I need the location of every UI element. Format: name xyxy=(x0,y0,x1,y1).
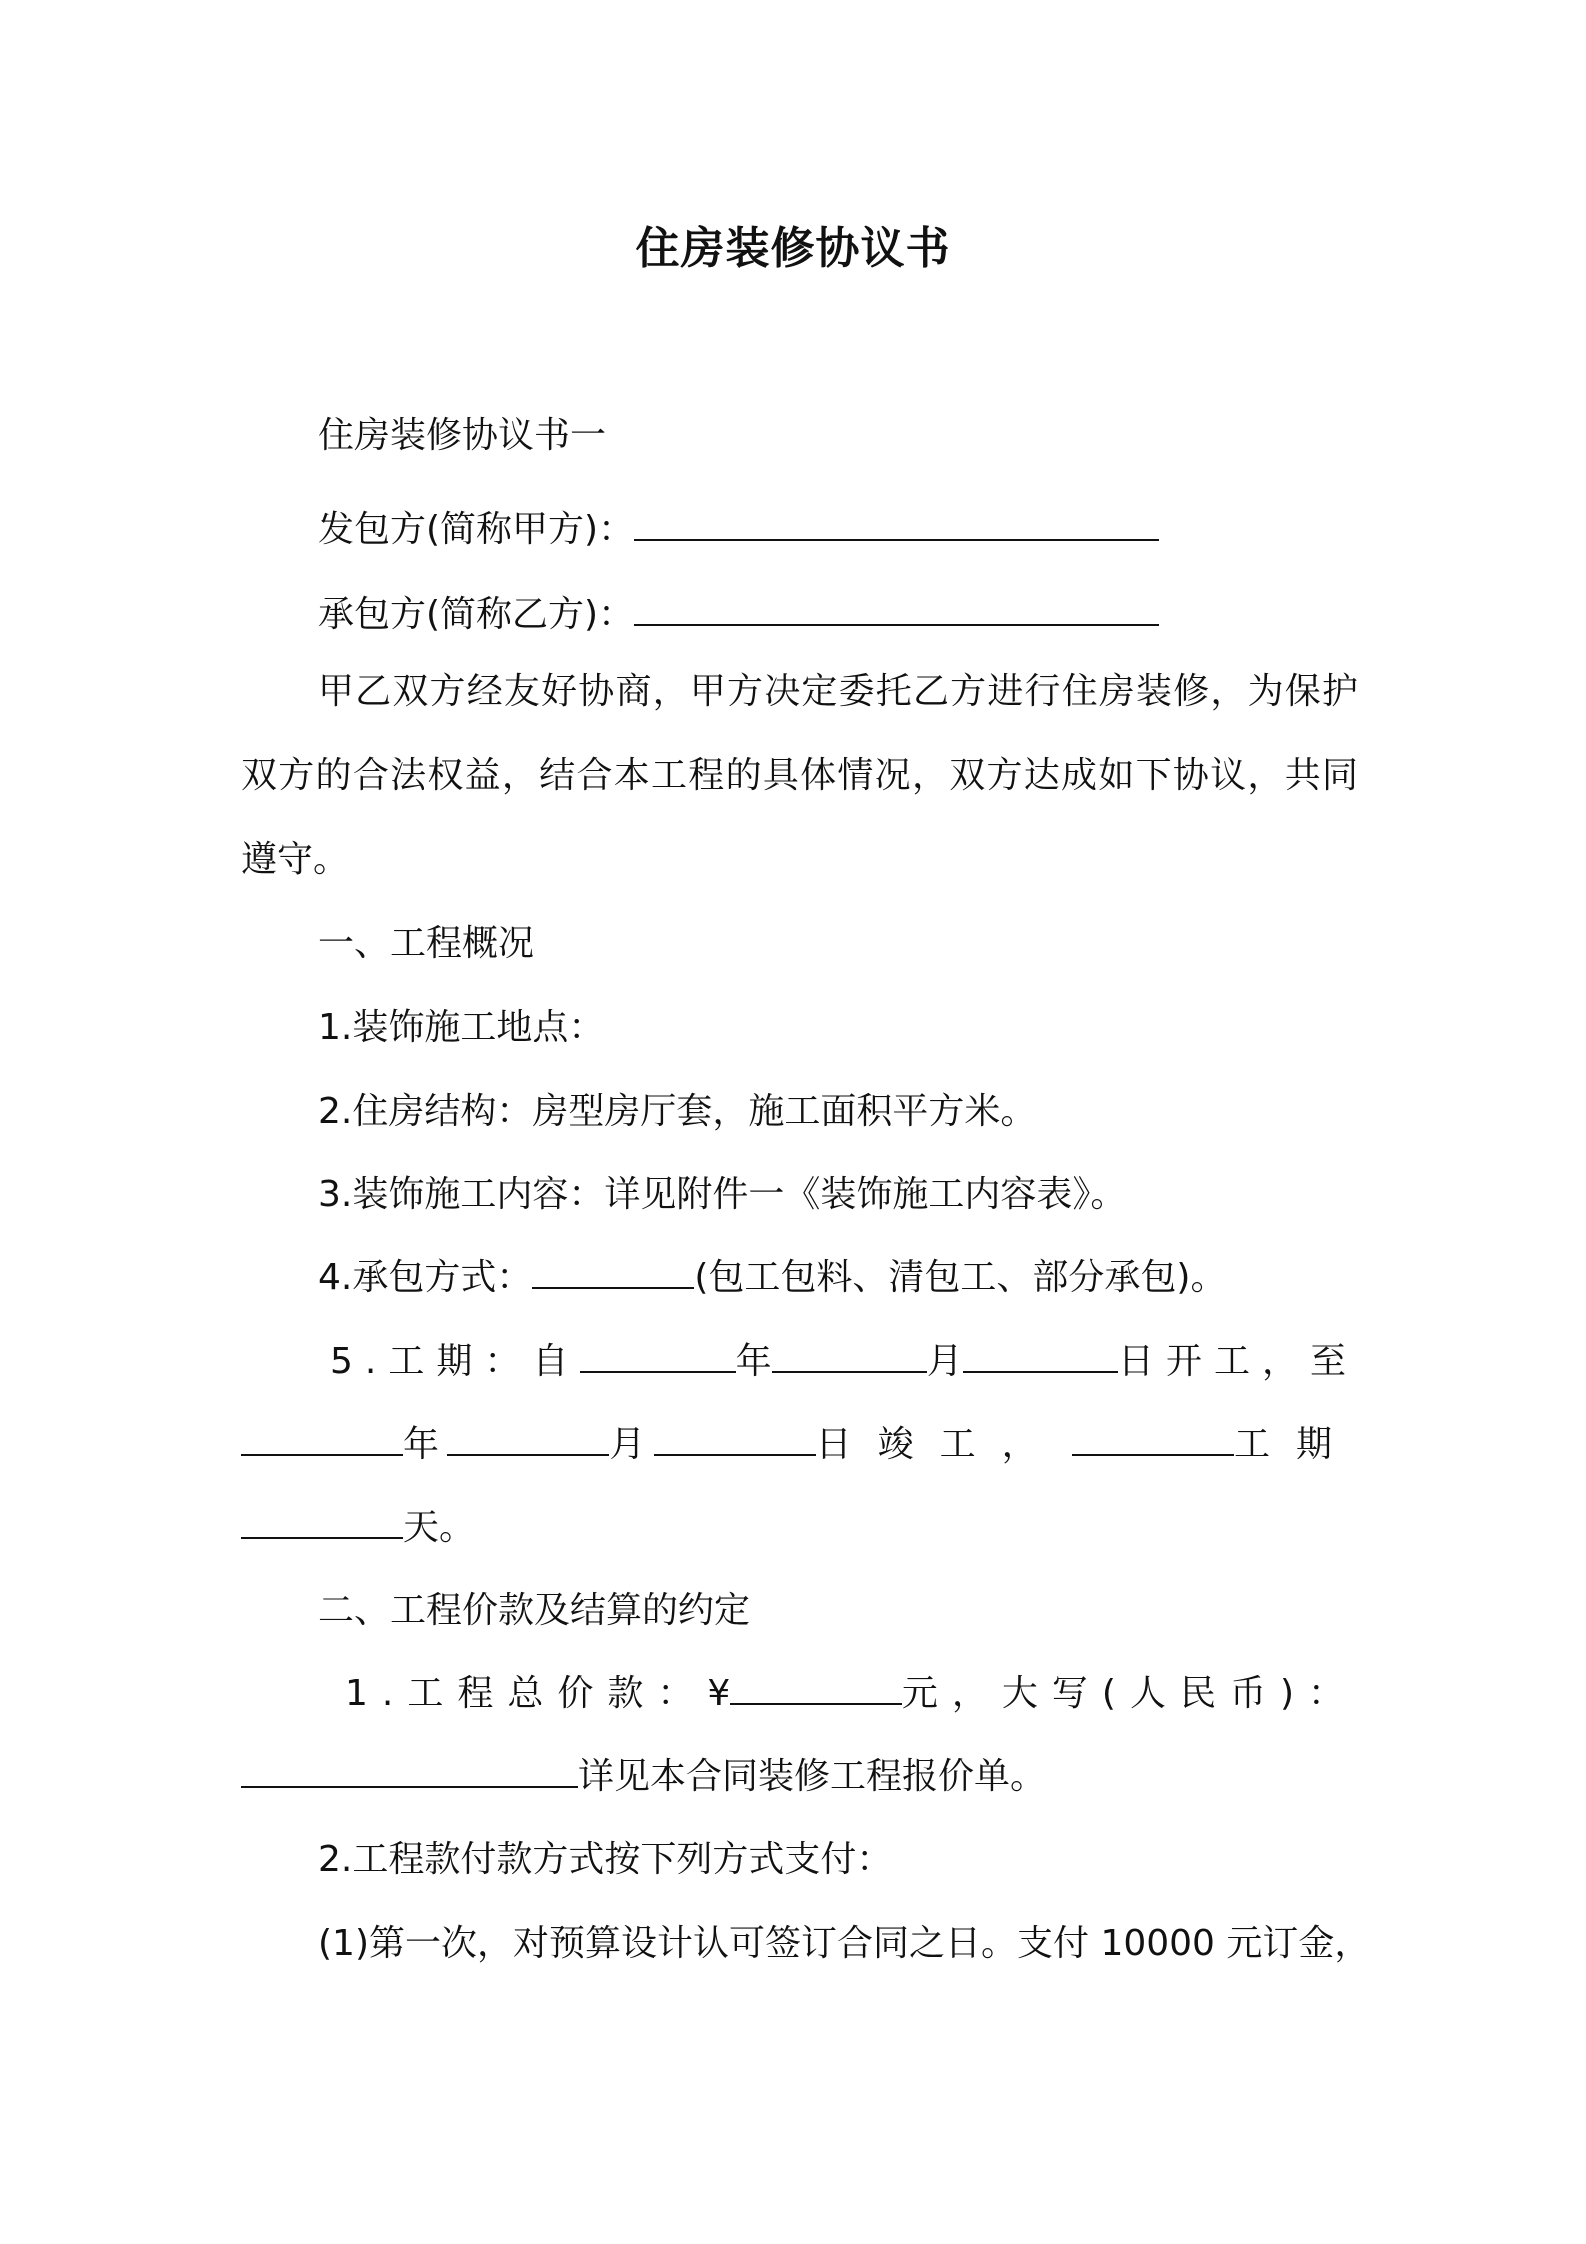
intro-line-1: 甲乙双方经友好协商，甲方决定委托乙方进行住房装修，为保护 xyxy=(318,671,1358,712)
schedule-line-1 xyxy=(330,1338,1358,1386)
currency-symbol: ¥ xyxy=(707,1673,731,1714)
end-year-label: 年 xyxy=(403,1424,440,1465)
contract-mode-options: (包工包料、清包工、部分承包)。 xyxy=(694,1257,1227,1298)
party-b-line xyxy=(318,591,1159,639)
total-price-blank[interactable] xyxy=(730,1673,902,1705)
section-2-item-2: 2.工程款付款方式按下列方式支付： xyxy=(318,1839,893,1880)
price-line-1 xyxy=(345,1670,1358,1718)
start-year-blank[interactable] xyxy=(580,1341,735,1373)
party-a-label: 发包方(简称甲方)： xyxy=(318,509,635,550)
section-1-item-3: 3.装饰施工内容：详见附件一《装饰施工内容表》。 xyxy=(318,1174,1127,1215)
document-title: 住房装修协议书 xyxy=(635,223,951,274)
end-day-group xyxy=(654,1421,1064,1469)
section-1-item-2: 2.住房结构：房型房厅套，施工面积平方米。 xyxy=(318,1091,1037,1132)
start-day-blank[interactable] xyxy=(963,1341,1118,1373)
price-unit: 元， xyxy=(901,1673,1002,1714)
capital-amount-blank[interactable] xyxy=(241,1756,578,1788)
section-1-item-4 xyxy=(318,1254,1226,1302)
duration-days-blank[interactable] xyxy=(241,1507,403,1539)
end-day-blank[interactable] xyxy=(654,1424,816,1456)
section-1-heading: 一、工程概况 xyxy=(318,923,535,964)
section-2-heading: 二、工程价款及结算的约定 xyxy=(318,1590,751,1631)
duration-label: 工期 xyxy=(1233,1424,1358,1465)
section-1-item-1: 1.装饰施工地点： xyxy=(318,1007,605,1048)
intro-line-2: 双方的合法权益，结合本工程的具体情况，双方达成如下协议，共同 xyxy=(241,755,1358,796)
schedule-line-3 xyxy=(241,1504,475,1552)
duration-group xyxy=(1072,1421,1358,1469)
end-month-blank[interactable] xyxy=(447,1424,609,1456)
start-year-label: 年 xyxy=(735,1341,772,1382)
intro-line-3: 遵守。 xyxy=(241,839,350,880)
payment-item-1: (1)第一次，对预算设计认可签订合同之日。支付 10000 元订金， xyxy=(318,1923,1371,1964)
price-line-2 xyxy=(241,1753,1046,1801)
contract-mode-blank[interactable] xyxy=(532,1257,694,1289)
start-day-label: 日开工，至 xyxy=(1118,1341,1359,1382)
party-a-line xyxy=(318,506,1159,554)
party-b-blank[interactable] xyxy=(634,594,1159,626)
schedule-line-2 xyxy=(241,1421,1358,1469)
start-month-blank[interactable] xyxy=(772,1341,927,1373)
price-detail-note: 详见本合同装修工程报价单。 xyxy=(578,1756,1047,1797)
party-b-label: 承包方(简称乙方)： xyxy=(318,594,635,635)
duration-blank[interactable] xyxy=(1072,1424,1234,1456)
party-a-blank[interactable] xyxy=(634,509,1159,541)
end-month-label: 月 xyxy=(609,1424,646,1465)
schedule-prefix: 5.工期：自 xyxy=(330,1341,581,1382)
end-month-group xyxy=(447,1421,645,1469)
end-day-label: 日竣工， xyxy=(815,1424,1064,1465)
total-price-label: 1.工程总价款： xyxy=(345,1673,708,1714)
document-subtitle: 住房装修协议书一 xyxy=(318,415,607,456)
duration-days-label: 天。 xyxy=(403,1507,476,1548)
end-year-blank[interactable] xyxy=(241,1424,403,1456)
capital-amount-label: 大写(人民币)： xyxy=(1001,1673,1358,1714)
end-year-group xyxy=(241,1421,439,1469)
start-month-label: 月 xyxy=(926,1341,963,1382)
contract-mode-label: 4.承包方式： xyxy=(318,1257,533,1298)
